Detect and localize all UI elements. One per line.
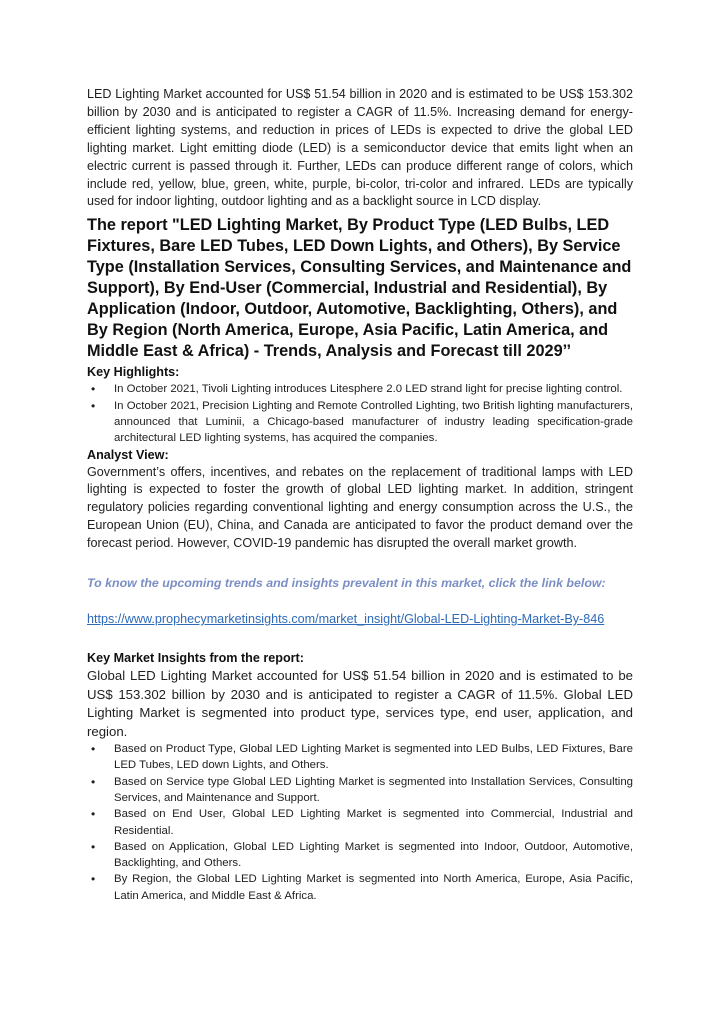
list-item bbox=[87, 381, 633, 397]
list-item-text: By Region, the Global LED Lighting Market is segmented into North America, Europe, Asia Pacific, Latin America, and Middle East & Africa. bbox=[114, 873, 633, 902]
list-item bbox=[87, 839, 633, 872]
bullet-icon: • bbox=[91, 839, 96, 854]
key-highlights-heading: Key Highlights: bbox=[87, 365, 180, 380]
analyst-view-heading: Analyst View: bbox=[87, 447, 169, 462]
bullet-icon: • bbox=[91, 807, 96, 822]
report-title: The report "LED Lighting Market, By Product Type (LED Bulbs, LED Fixtures, Bare LED Tubes, LED Down Lights, and Others), By Service Type (Installation Services, Consulting Services, and Maintenance and Support), By End-User (Commercial, Industrial and Residential), By Application (Indoor, Outdoor, Automotive, Backlighting, Others), and By Region (North America, Europe, Asia Pacific, Latin America, and Middle East & Africa) - Trends, Analysis and Forecast till 2029’’ bbox=[87, 216, 632, 361]
key-insights-paragraph: Global LED Lighting Market accounted for US$ 51.54 billion in 2020 and is estimated to be US$ 153.302 billion by 2030 and is anticipated to register a CAGR of 11.5%. Global LED Lighting Market is segmented into product type, services type, end user, application, and region. bbox=[87, 668, 633, 739]
list-item bbox=[87, 398, 633, 447]
list-item-text: In October 2021, Precision Lighting and Remote Controlled Lighting, two British lighting manufacturers, announced that Luminii, a Chicago-based manufacturer of industry leading specification-grade architectural LED lighting systems, has acquired the companies. bbox=[114, 399, 633, 445]
key-insights-list bbox=[87, 741, 633, 904]
list-item-text: Based on Product Type, Global LED Lighting Market is segmented into LED Bulbs, LED Fixtures, Bare LED Tubes, LED down Lights, and Others. bbox=[114, 743, 633, 772]
list-item bbox=[87, 741, 633, 774]
bullet-icon: • bbox=[91, 742, 96, 757]
intro-paragraph: LED Lighting Market accounted for US$ 51.54 billion in 2020 and is estimated to be US$ 153.302 billion by 2030 and is anticipated to register a CAGR of 11.5%. Increasing demand for energy-efficient lighting systems, and reduction in prices of LEDs is expected to drive the global LED lighting market. Light emitting diode (LED) is a semiconductor device that emits light when an electric current is passed through it. Further, LEDs can produce different range of colors, which include red, yellow, blue, green, white, purple, bi-color, tri-color and infrared. LEDs are typically used for indoor lighting, outdoor lighting and as a backlight source in LCD display. bbox=[87, 87, 633, 209]
list-item-text: Based on End User, Global LED Lighting Market is segmented into Commercial, Industrial and Residential. bbox=[114, 808, 633, 837]
key-insights-heading: Key Market Insights from the report: bbox=[87, 651, 304, 666]
list-item bbox=[87, 806, 633, 839]
bullet-icon: • bbox=[91, 398, 96, 413]
list-item-text: In October 2021, Tivoli Lighting introduces Litesphere 2.0 LED strand light for precise lighting control. bbox=[114, 383, 623, 396]
list-item-text: Based on Application, Global LED Lighting Market is segmented into Indoor, Outdoor, Automotive, Backlighting, and Others. bbox=[114, 840, 633, 870]
list-item bbox=[87, 774, 633, 807]
bullet-icon: • bbox=[91, 774, 96, 789]
bullet-icon: • bbox=[91, 872, 96, 887]
list-item bbox=[87, 871, 633, 904]
analyst-view-paragraph: Government’s offers, incentives, and rebates on the replacement of traditional lamps with LED lighting is expected to foster the growth of global LED lighting market. In addition, stringent regulatory policies regarding conventional lighting and energy consumption across the U.S., the European Union (EU), China, and Canada are anticipated to favor the product demand over the forecast period. However, COVID-19 pandemic has disrupted the overall market growth. bbox=[87, 464, 633, 551]
list-item-text: Based on Service type Global LED Lighting Market is segmented into Installation Services, Consulting Services, and Maintenance and Support. bbox=[114, 775, 633, 804]
bullet-icon: • bbox=[91, 382, 96, 397]
key-highlights-list bbox=[87, 381, 633, 446]
cta-text: To know the upcoming trends and insights prevalent in this market, click the link below: bbox=[87, 576, 606, 591]
document-page bbox=[87, 86, 633, 904]
report-link[interactable]: https://www.prophecymarketinsights.com/market_insight/Global-LED-Lighting-Market-By-846 bbox=[87, 612, 605, 627]
